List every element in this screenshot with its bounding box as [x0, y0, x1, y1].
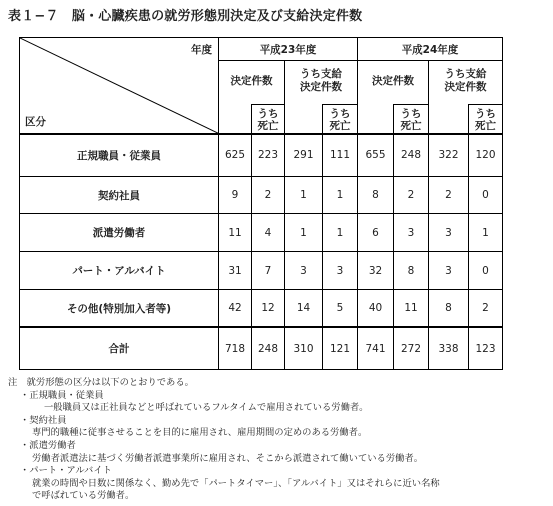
cell: 1 — [323, 176, 358, 214]
footnotes — [8, 377, 440, 503]
cell: 3 — [285, 252, 323, 290]
cell: 741 — [358, 327, 394, 369]
cell: 291 — [285, 134, 323, 176]
cell: 248 — [394, 134, 429, 176]
cell: 11 — [394, 290, 429, 328]
cell: 322 — [429, 134, 469, 176]
header-death-h24-app: うち 死亡 — [469, 105, 503, 134]
cell: 248 — [252, 327, 285, 369]
table-title: 表１−７ 脳・心臓疾患の就労形態別決定及び支給決定件数 — [8, 9, 363, 24]
table-row — [20, 134, 503, 176]
note-text: で呼ばれている労働者。 — [32, 490, 135, 502]
header-death-h23-app: うち 死亡 — [323, 105, 358, 134]
cell: 1 — [323, 214, 358, 252]
cell: 121 — [323, 327, 358, 369]
cell: 310 — [285, 327, 323, 369]
cell: 2 — [429, 176, 469, 214]
cell: 338 — [429, 327, 469, 369]
cell: 8 — [358, 176, 394, 214]
cell: 12 — [252, 290, 285, 328]
cell: 625 — [219, 134, 252, 176]
cell: 11 — [219, 214, 252, 252]
table-row — [20, 176, 503, 214]
cell: 0 — [469, 176, 503, 214]
header-approved-h24: うち支給 決定件数 — [429, 61, 503, 105]
cell: 2 — [469, 290, 503, 328]
table-row — [20, 252, 503, 290]
cell: 6 — [358, 214, 394, 252]
note-heading: ・派遣労働者 — [20, 439, 76, 451]
cell: 3 — [394, 214, 429, 252]
cell: 8 — [429, 290, 469, 328]
cell: 223 — [252, 134, 285, 176]
table-row — [20, 290, 503, 328]
cell: 31 — [219, 252, 252, 290]
year-header-h23: 平成23年度 — [219, 38, 358, 61]
cell: 718 — [219, 327, 252, 369]
cell: 2 — [252, 176, 285, 214]
corner-category-label: 区分 — [25, 116, 46, 129]
row-label: 派遣労働者 — [20, 214, 219, 252]
cell: 3 — [429, 214, 469, 252]
cell: 123 — [469, 327, 503, 369]
header-death-h24-dec: うち 死亡 — [394, 105, 429, 134]
cell: 655 — [358, 134, 394, 176]
note-text: 就業の時間や日数に関係なく、勤め先で「パートタイマー」、「アルバイト」又はそれらに近い名称 — [32, 477, 440, 489]
cell: 2 — [394, 176, 429, 214]
table-row-total — [20, 327, 503, 369]
cell: 32 — [358, 252, 394, 290]
cell: 1 — [469, 214, 503, 252]
cell: 1 — [285, 176, 323, 214]
row-label: パート・アルバイト — [20, 252, 219, 290]
cell: 4 — [252, 214, 285, 252]
cell: 1 — [285, 214, 323, 252]
note-heading: ・正規職員・従業員 — [20, 389, 104, 401]
cell: 8 — [394, 252, 429, 290]
cell: 9 — [219, 176, 252, 214]
cell: 14 — [285, 290, 323, 328]
cell: 7 — [252, 252, 285, 290]
cell: 42 — [219, 290, 252, 328]
note-text: 一般職員又は正社員などと呼ばれているフルタイムで雇用されている労働者。 — [44, 402, 369, 414]
row-label: 正規職員・従業員 — [20, 134, 219, 176]
cell: 272 — [394, 327, 429, 369]
corner-cell — [20, 38, 219, 135]
cell: 5 — [323, 290, 358, 328]
cell: 3 — [323, 252, 358, 290]
note-heading: ・契約社員 — [20, 414, 67, 426]
note-text: 専門的職種に従事させることを目的に雇用され、雇用期間の定めのある労働者。 — [32, 427, 368, 439]
header-approved-h23: うち支給 決定件数 — [285, 61, 358, 105]
note-intro: 注 就労形態の区分は以下のとおりである。 — [8, 377, 194, 388]
data-table — [19, 37, 503, 370]
row-label: その他(特別加入者等) — [20, 290, 219, 328]
cell: 111 — [323, 134, 358, 176]
note-heading: ・パート・アルバイト — [20, 465, 112, 477]
header-death-h23-dec: うち 死亡 — [252, 105, 285, 134]
note-text: 労働者派遣法に基づく労働者派遣事業所に雇用され、そこから派遣されて働いている労働者。 — [32, 452, 424, 464]
cell: 40 — [358, 290, 394, 328]
header-decisions-h24: 決定件数 — [358, 61, 429, 105]
table-row — [20, 214, 503, 252]
row-label: 契約社員 — [20, 176, 219, 214]
cell: 120 — [469, 134, 503, 176]
year-header-h24: 平成24年度 — [358, 38, 503, 61]
row-label: 合計 — [20, 327, 219, 369]
header-decisions-h23: 決定件数 — [219, 61, 285, 105]
corner-diagonal — [20, 38, 218, 133]
corner-year-label: 年度 — [191, 44, 212, 56]
cell: 0 — [469, 252, 503, 290]
cell: 3 — [429, 252, 469, 290]
